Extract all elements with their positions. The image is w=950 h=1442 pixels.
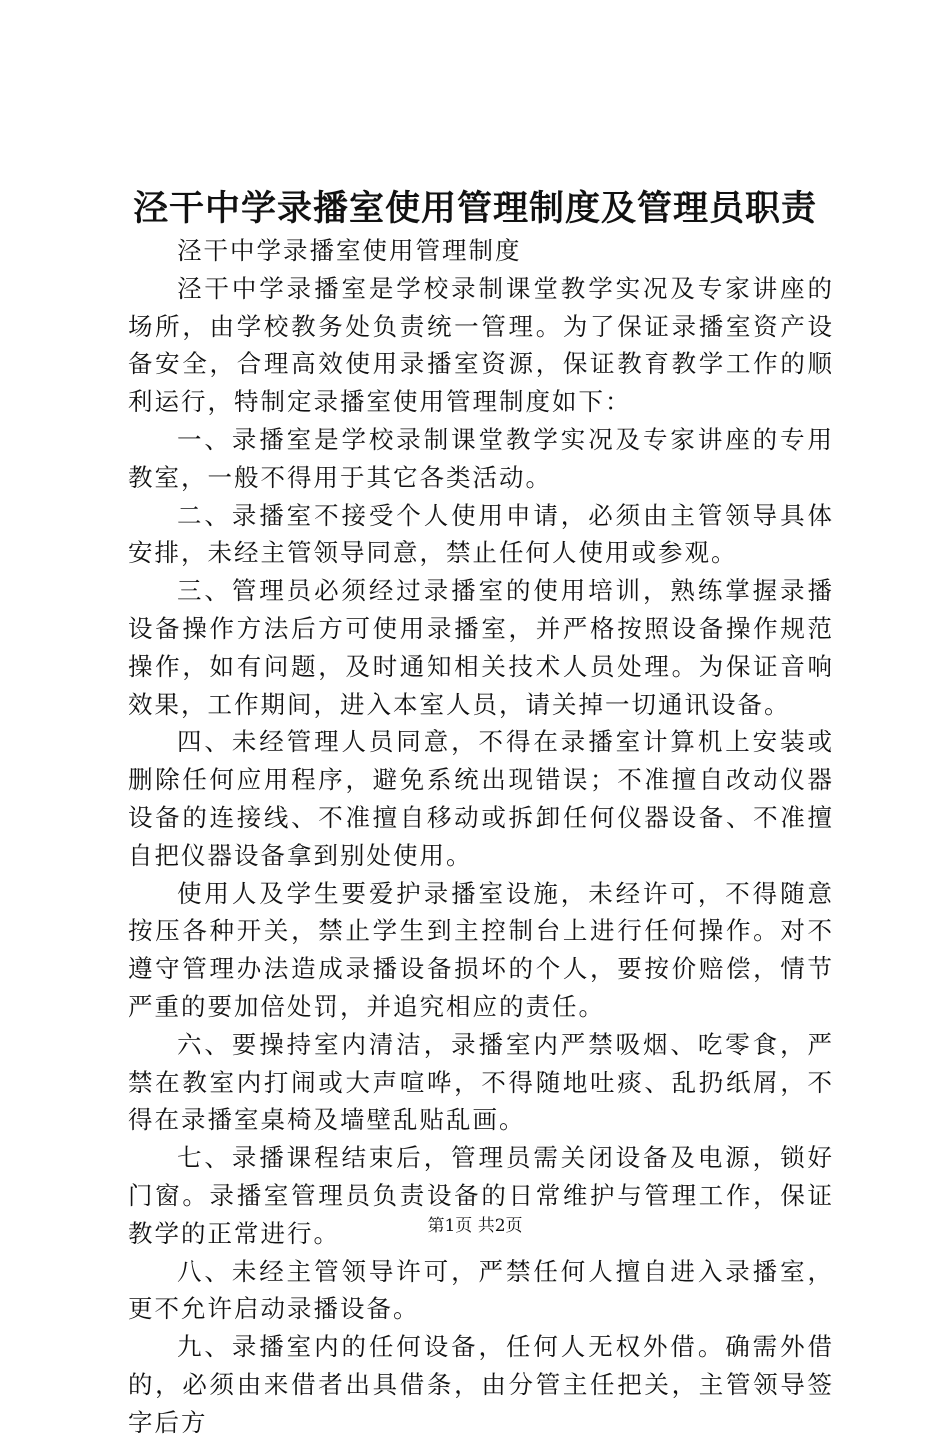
rule-paragraph-7: 七、录播课程结束后，管理员需关闭设备及电源，锁好门窗。录播室管理员负责设备的日常维护与管理工作，保证教学的正常进行。 <box>128 1143 834 1248</box>
rule-paragraph-6: 六、要操持室内清洁，录播室内严禁吸烟、吃零食，严禁在教室内打闹或大声喧哗，不得随地吐痰、乱扔纸屑，不得在录播室桌椅及墙壁乱贴乱画。 <box>128 1029 834 1135</box>
document-title: 泾干中学录播室使用管理制度及管理员职责 <box>132 188 817 229</box>
intro-paragraph: 泾干中学录播室是学校录制课堂教学实况及专家讲座的场所，由学校教务处负责统一管理。为了保证录播室资产设备安全，合理高效使用录播室资源，保证教育教学工作的顺利运行，特制定录播室使用管理制度如下： <box>128 273 834 417</box>
rule-paragraph-4: 四、未经管理人员同意，不得在录播室计算机上安装或删除任何应用程序，避免系统出现错误；不准擅自改动仪器设备的连接线、不准擅自移动或拆卸任何仪器设备、不准擅自把仪器设备拿到别处使用。 <box>128 727 834 870</box>
rule-paragraph-9: 九、录播室内的任何设备，任何人无权外借。确需外借的，必须由来借者出具借条，由分管主任把关，主管领导签字后方 <box>128 1332 834 1437</box>
document-body <box>128 232 834 1442</box>
rule-paragraph-8: 八、未经主管领导许可，严禁任何人擅自进入录播室，更不允许启动录播设备。 <box>128 1256 834 1324</box>
section-heading: 泾干中学录播室使用管理制度 <box>177 236 522 265</box>
rule-paragraph-2: 二、录播室不接受个人使用申请，必须由主管领导具体安排，未经主管领导同意，禁止任何人使用或参观。 <box>128 500 834 568</box>
rule-paragraph-3: 三、管理员必须经过录播室的使用培训，熟练掌握录播设备操作方法后方可使用录播室，并严格按照设备操作规范操作，如有问题，及时通知相关技术人员处理。为保证音响效果，工作期间，进入本室人员，请关掉一切通讯设备。 <box>128 576 834 719</box>
page-footer: 第1页 共2页 <box>427 1216 523 1236</box>
rule-paragraph-5: 使用人及学生要爱护录播室设施，未经许可，不得随意按压各种开关，禁止学生到主控制台上进行任何操作。对不遵守管理办法造成录播设备损坏的个人，要按价赔偿，情节严重的要加倍处罚，并追究相应的责任。 <box>128 878 834 1021</box>
rule-paragraph-1: 一、录播室是学校录制课堂教学实况及专家讲座的专用教室，一般不得用于其它各类活动。 <box>128 424 834 492</box>
